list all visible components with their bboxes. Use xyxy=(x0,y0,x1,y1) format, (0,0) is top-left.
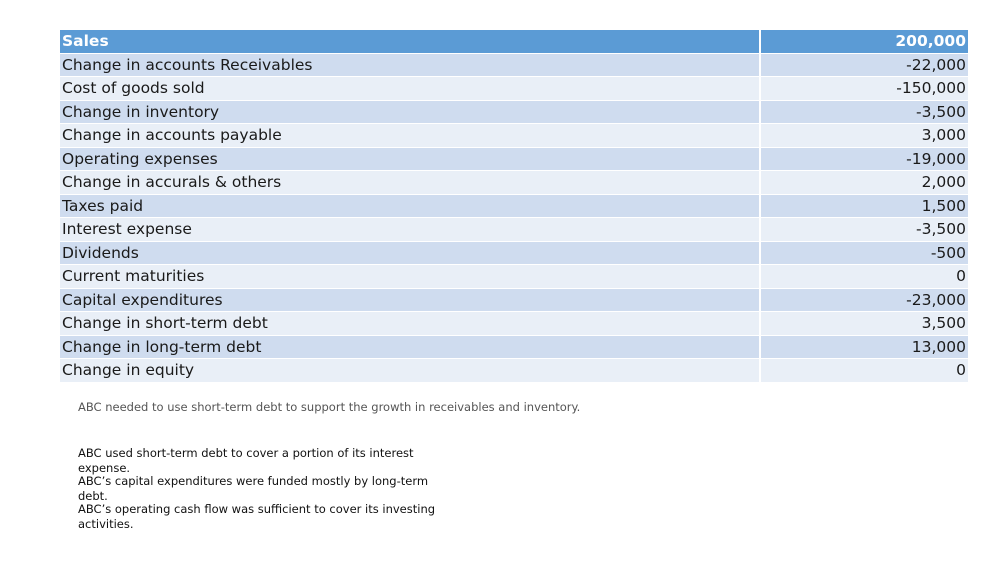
row-label: Change in short-term debt xyxy=(60,312,760,336)
row-label: Change in accounts Receivables xyxy=(60,53,760,77)
table-row-sales xyxy=(60,30,968,53)
cash-flow-table xyxy=(60,30,968,383)
answer-option-1[interactable]: ABC needed to use short-term debt to support the growth in receivables and inventory. xyxy=(78,400,581,414)
table-row xyxy=(60,359,968,383)
row-value: 200,000 xyxy=(760,30,968,53)
row-value: -22,000 xyxy=(760,53,968,77)
row-label: Change in long-term debt xyxy=(60,335,760,359)
row-value: -19,000 xyxy=(760,147,968,171)
row-label: Dividends xyxy=(60,241,760,265)
answer-option-4[interactable]: ABC’s operating cash flow was sufficient to cover its investing activities. xyxy=(78,502,436,531)
table-row xyxy=(60,288,968,312)
row-label: Current maturities xyxy=(60,265,760,289)
row-value: -3,500 xyxy=(760,218,968,242)
table-row xyxy=(60,335,968,359)
row-value: -3,500 xyxy=(760,100,968,124)
table-row xyxy=(60,241,968,265)
answer-option-3[interactable]: ABC’s capital expenditures were funded mostly by long-term debt. xyxy=(78,474,429,503)
row-label: Change in inventory xyxy=(60,100,760,124)
table-row xyxy=(60,218,968,242)
row-label: Sales xyxy=(60,30,760,53)
row-label: Interest expense xyxy=(60,218,760,242)
row-label: Taxes paid xyxy=(60,194,760,218)
row-value: 13,000 xyxy=(760,335,968,359)
table-row xyxy=(60,312,968,336)
row-label: Change in accounts payable xyxy=(60,124,760,148)
table-row xyxy=(60,53,968,77)
answer-option-2[interactable]: ABC used short-term debt to cover a portion of its interest expense. xyxy=(78,446,414,475)
row-value: 0 xyxy=(760,359,968,383)
row-label: Change in accurals & others xyxy=(60,171,760,195)
row-value: -150,000 xyxy=(760,77,968,101)
table-row xyxy=(60,77,968,101)
row-value: 3,500 xyxy=(760,312,968,336)
row-value: -23,000 xyxy=(760,288,968,312)
table-row xyxy=(60,100,968,124)
table-row xyxy=(60,194,968,218)
row-value: 1,500 xyxy=(760,194,968,218)
row-label: Capital expenditures xyxy=(60,288,760,312)
table-row xyxy=(60,265,968,289)
table-row xyxy=(60,171,968,195)
table-row xyxy=(60,124,968,148)
row-label: Operating expenses xyxy=(60,147,760,171)
row-label: Change in equity xyxy=(60,359,760,383)
row-value: -500 xyxy=(760,241,968,265)
table-row xyxy=(60,147,968,171)
row-value: 2,000 xyxy=(760,171,968,195)
row-value: 3,000 xyxy=(760,124,968,148)
row-value: 0 xyxy=(760,265,968,289)
row-label: Cost of goods sold xyxy=(60,77,760,101)
